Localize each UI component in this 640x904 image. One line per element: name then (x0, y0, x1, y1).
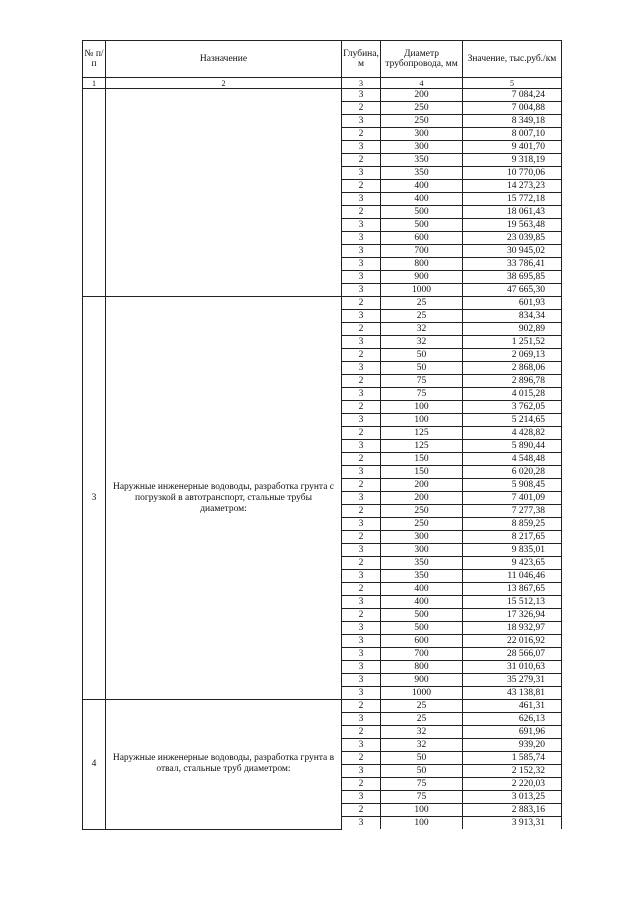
value-cell: 1 251,52 (463, 336, 562, 349)
depth-cell: 2 (342, 557, 381, 570)
depth-cell: 3 (342, 765, 381, 778)
diameter-cell: 900 (381, 271, 463, 284)
value-cell: 28 566,07 (463, 648, 562, 661)
diameter-cell: 32 (381, 726, 463, 739)
depth-cell: 3 (342, 570, 381, 583)
header-name: Назначение (106, 41, 342, 78)
diameter-cell: 300 (381, 128, 463, 141)
diameter-cell: 500 (381, 622, 463, 635)
column-number: 1 (83, 78, 106, 89)
value-cell: 2 883,16 (463, 804, 562, 817)
value-cell: 10 770,06 (463, 167, 562, 180)
table-row (83, 700, 562, 713)
diameter-cell: 900 (381, 674, 463, 687)
header-row (83, 41, 562, 78)
diameter-cell: 400 (381, 193, 463, 206)
header-value: Значение, тыс.руб./км (463, 41, 562, 78)
row-number: 3 (83, 297, 106, 700)
depth-cell: 3 (342, 739, 381, 752)
diameter-cell: 600 (381, 635, 463, 648)
value-cell: 7 084,24 (463, 89, 562, 102)
diameter-cell: 150 (381, 466, 463, 479)
value-cell: 2 896,78 (463, 375, 562, 388)
depth-cell: 2 (342, 297, 381, 310)
diameter-cell: 25 (381, 713, 463, 726)
value-cell: 23 039,85 (463, 232, 562, 245)
value-cell: 7 277,38 (463, 505, 562, 518)
value-cell: 2 868,06 (463, 362, 562, 375)
depth-cell: 3 (342, 362, 381, 375)
depth-cell: 3 (342, 258, 381, 271)
value-cell: 8 217,65 (463, 531, 562, 544)
depth-cell: 2 (342, 479, 381, 492)
depth-cell: 3 (342, 167, 381, 180)
diameter-cell: 700 (381, 648, 463, 661)
diameter-cell: 300 (381, 141, 463, 154)
depth-cell: 3 (342, 245, 381, 258)
value-cell: 4 428,82 (463, 427, 562, 440)
value-cell: 691,96 (463, 726, 562, 739)
diameter-cell: 32 (381, 336, 463, 349)
value-cell: 22 016,92 (463, 635, 562, 648)
depth-cell: 3 (342, 271, 381, 284)
depth-cell: 2 (342, 206, 381, 219)
depth-cell: 3 (342, 648, 381, 661)
value-cell: 601,93 (463, 297, 562, 310)
value-cell: 3 762,05 (463, 401, 562, 414)
table-body (83, 89, 562, 830)
value-cell: 626,13 (463, 713, 562, 726)
value-cell: 9 423,65 (463, 557, 562, 570)
value-cell: 11 046,46 (463, 570, 562, 583)
value-cell: 13 867,65 (463, 583, 562, 596)
depth-cell: 3 (342, 791, 381, 804)
diameter-cell: 500 (381, 206, 463, 219)
value-cell: 43 138,81 (463, 687, 562, 700)
diameter-cell: 25 (381, 700, 463, 713)
depth-cell: 2 (342, 180, 381, 193)
depth-cell: 2 (342, 128, 381, 141)
value-cell: 38 695,85 (463, 271, 562, 284)
diameter-cell: 50 (381, 349, 463, 362)
diameter-cell: 75 (381, 791, 463, 804)
value-cell: 461,31 (463, 700, 562, 713)
value-cell: 47 665,30 (463, 284, 562, 297)
value-cell: 5 214,65 (463, 414, 562, 427)
depth-cell: 3 (342, 622, 381, 635)
value-cell: 15 772,18 (463, 193, 562, 206)
diameter-cell: 500 (381, 219, 463, 232)
diameter-cell: 100 (381, 414, 463, 427)
depth-cell: 3 (342, 115, 381, 128)
depth-cell: 3 (342, 466, 381, 479)
diameter-cell: 1000 (381, 284, 463, 297)
row-number: 4 (83, 700, 106, 830)
diameter-cell: 250 (381, 102, 463, 115)
value-cell: 6 020,28 (463, 466, 562, 479)
table-row (83, 89, 562, 102)
diameter-cell: 200 (381, 479, 463, 492)
diameter-cell: 250 (381, 518, 463, 531)
diameter-cell: 100 (381, 817, 463, 830)
depth-cell: 2 (342, 401, 381, 414)
depth-cell: 3 (342, 544, 381, 557)
diameter-cell: 600 (381, 232, 463, 245)
depth-cell: 3 (342, 141, 381, 154)
value-cell: 14 273,23 (463, 180, 562, 193)
depth-cell: 3 (342, 492, 381, 505)
depth-cell: 3 (342, 388, 381, 401)
value-cell: 30 945,02 (463, 245, 562, 258)
column-number: 4 (381, 78, 463, 89)
depth-cell: 3 (342, 635, 381, 648)
depth-cell: 2 (342, 752, 381, 765)
diameter-cell: 75 (381, 778, 463, 791)
depth-cell: 3 (342, 596, 381, 609)
depth-cell: 2 (342, 804, 381, 817)
depth-cell: 3 (342, 414, 381, 427)
depth-cell: 3 (342, 687, 381, 700)
value-cell: 4 548,48 (463, 453, 562, 466)
depth-cell: 2 (342, 609, 381, 622)
diameter-cell: 300 (381, 544, 463, 557)
depth-cell: 2 (342, 531, 381, 544)
purpose-description: Наружные инженерные водоводы, разработка грунта с погрузкой в автотранспорт, стальные трубы диаметром: (106, 297, 342, 700)
diameter-cell: 400 (381, 596, 463, 609)
diameter-cell: 700 (381, 245, 463, 258)
diameter-cell: 200 (381, 492, 463, 505)
diameter-cell: 400 (381, 180, 463, 193)
column-number: 3 (342, 78, 381, 89)
header-diameter: Диаметр трубопровода, мм (381, 41, 463, 78)
value-cell: 4 015,28 (463, 388, 562, 401)
diameter-cell: 350 (381, 570, 463, 583)
value-cell: 5 908,45 (463, 479, 562, 492)
row-number (83, 89, 106, 297)
diameter-cell: 350 (381, 167, 463, 180)
depth-cell: 2 (342, 583, 381, 596)
header-depth: Глубина, м (342, 41, 381, 78)
value-cell: 9 318,19 (463, 154, 562, 167)
depth-cell: 2 (342, 700, 381, 713)
value-cell: 8 007,10 (463, 128, 562, 141)
value-cell: 31 010,63 (463, 661, 562, 674)
value-cell: 7 004,88 (463, 102, 562, 115)
depth-cell: 3 (342, 336, 381, 349)
value-cell: 17 326,94 (463, 609, 562, 622)
value-cell: 35 279,31 (463, 674, 562, 687)
depth-cell: 2 (342, 726, 381, 739)
depth-cell: 3 (342, 193, 381, 206)
depth-cell: 3 (342, 219, 381, 232)
depth-cell: 3 (342, 518, 381, 531)
diameter-cell: 125 (381, 427, 463, 440)
depth-cell: 3 (342, 713, 381, 726)
diameter-cell: 150 (381, 453, 463, 466)
diameter-cell: 25 (381, 310, 463, 323)
value-cell: 8 349,18 (463, 115, 562, 128)
value-cell: 18 061,43 (463, 206, 562, 219)
value-cell: 834,34 (463, 310, 562, 323)
depth-cell: 2 (342, 349, 381, 362)
diameter-cell: 250 (381, 115, 463, 128)
diameter-cell: 50 (381, 765, 463, 778)
diameter-cell: 25 (381, 297, 463, 310)
purpose-description: Наружные инженерные водоводы, разработка грунта в отвал, стальные труб диаметром: (106, 700, 342, 830)
value-cell: 18 932,97 (463, 622, 562, 635)
depth-cell: 3 (342, 817, 381, 830)
diameter-cell: 350 (381, 154, 463, 167)
depth-cell: 2 (342, 154, 381, 167)
value-cell: 902,89 (463, 323, 562, 336)
value-cell: 9 835,01 (463, 544, 562, 557)
depth-cell: 2 (342, 323, 381, 336)
table-row (83, 297, 562, 310)
diameter-cell: 300 (381, 531, 463, 544)
depth-cell: 2 (342, 102, 381, 115)
diameter-cell: 100 (381, 804, 463, 817)
depth-cell: 3 (342, 89, 381, 102)
purpose-description (106, 89, 342, 297)
diameter-cell: 500 (381, 609, 463, 622)
diameter-cell: 800 (381, 661, 463, 674)
depth-cell: 2 (342, 375, 381, 388)
depth-cell: 2 (342, 778, 381, 791)
depth-cell: 3 (342, 284, 381, 297)
column-number-row (83, 78, 562, 89)
value-cell: 3 913,31 (463, 817, 562, 830)
depth-cell: 2 (342, 505, 381, 518)
diameter-cell: 75 (381, 388, 463, 401)
value-cell: 2 152,32 (463, 765, 562, 778)
diameter-cell: 800 (381, 258, 463, 271)
value-cell: 33 786,41 (463, 258, 562, 271)
diameter-cell: 50 (381, 752, 463, 765)
value-cell: 5 890,44 (463, 440, 562, 453)
column-number: 2 (106, 78, 342, 89)
depth-cell: 3 (342, 310, 381, 323)
header-no: № п/п (83, 41, 106, 78)
diameter-cell: 200 (381, 89, 463, 102)
diameter-cell: 250 (381, 505, 463, 518)
value-cell: 2 069,13 (463, 349, 562, 362)
value-cell: 2 220,03 (463, 778, 562, 791)
value-cell: 1 585,74 (463, 752, 562, 765)
rates-table (82, 40, 562, 830)
diameter-cell: 125 (381, 440, 463, 453)
diameter-cell: 1000 (381, 687, 463, 700)
diameter-cell: 32 (381, 323, 463, 336)
diameter-cell: 100 (381, 401, 463, 414)
column-number: 5 (463, 78, 562, 89)
value-cell: 7 401,09 (463, 492, 562, 505)
value-cell: 939,20 (463, 739, 562, 752)
value-cell: 15 512,13 (463, 596, 562, 609)
depth-cell: 3 (342, 440, 381, 453)
diameter-cell: 75 (381, 375, 463, 388)
value-cell: 8 859,25 (463, 518, 562, 531)
diameter-cell: 32 (381, 739, 463, 752)
depth-cell: 3 (342, 674, 381, 687)
depth-cell: 2 (342, 453, 381, 466)
diameter-cell: 50 (381, 362, 463, 375)
depth-cell: 2 (342, 427, 381, 440)
value-cell: 3 013,25 (463, 791, 562, 804)
depth-cell: 3 (342, 661, 381, 674)
depth-cell: 3 (342, 232, 381, 245)
value-cell: 9 401,70 (463, 141, 562, 154)
diameter-cell: 350 (381, 557, 463, 570)
value-cell: 19 563,48 (463, 219, 562, 232)
diameter-cell: 400 (381, 583, 463, 596)
